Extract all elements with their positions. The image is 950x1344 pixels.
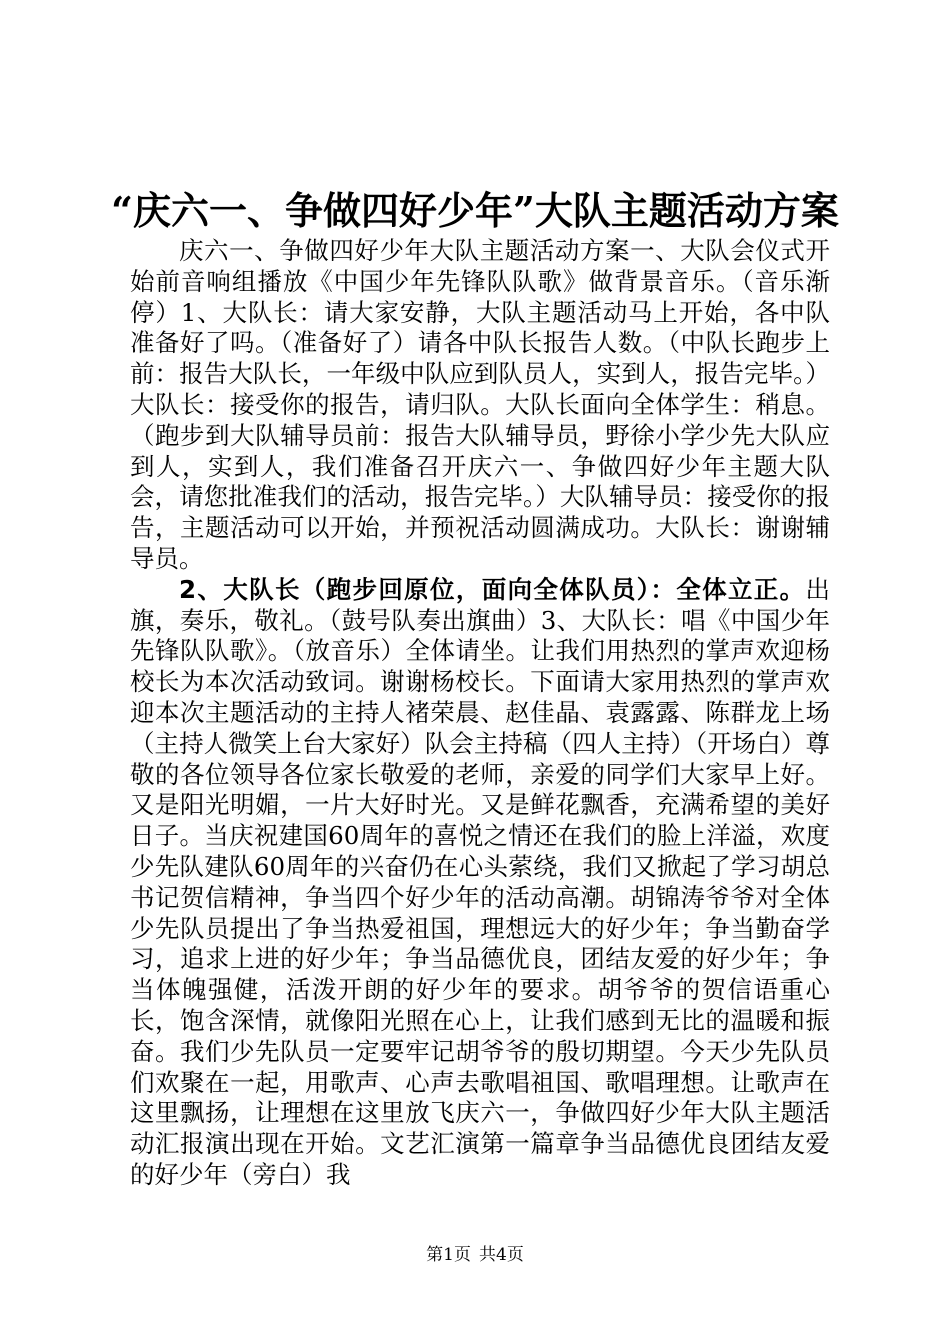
page-footer [0,1244,950,1266]
paragraph-1: 庆六一、争做四好少年大队主题活动方案一、大队会仪式开始前音响组播放《中国少年先锋队队歌》做背景音乐。（音乐渐停）1、大队长：请大家安静，大队主题活动马上开始，各中队准备好了吗。（准备好了）请各中队长报告人数。（中队长跑步上前：报告大队长，一年级中队应到队员人，实到人，报告完毕。）大队长：接受你的报告，请归队。大队长面向全体学生：稍息。（跑步到大队辅导员前：报告大队辅导员，野徐小学少先大队应到人，实到人，我们准备召开庆六一、争做四好少年主题大队会，请您批准我们的活动，报告完毕。）大队辅导员：接受你的报告，主题活动可以开始，并预祝活动圆满成功。大队长：谢谢辅导员。 [130,236,830,573]
document-body [130,236,830,1191]
document-title: “庆六一、争做四好少年”大队主题活动方案 [111,188,839,233]
page-number: 第1页 [426,1245,471,1265]
paragraph-2 [130,575,830,1191]
paragraph-2-text: 出旗，奏乐，敬礼。（鼓号队奏出旗曲）3、大队长：唱《中国少年先锋队队歌》。（放音乐）全体请坐。让我们用热烈的掌声欢迎杨校长为本次活动致词。谢谢杨校长。下面请大家用热烈的掌声欢迎本次主题活动的主持人褚荣晨、赵佳晶、袁露露、陈群龙上场（主持人微笑上台大家好）队会主持稿（四人主持）（开场白）尊敬的各位领导各位家长敬爱的老师，亲爱的同学们大家早上好。又是阳光明媚，一片大好时光。又是鲜花飘香，充满希望的美好日子。当庆祝建国60周年的喜悦之情还在我们的脸上洋溢，欢度少先队建队60周年的兴奋仍在心头萦绕，我们又掀起了学习胡总书记贺信精神，争当四个好少年的活动高潮。胡锦涛爷爷对全体少先队员提出了争当热爱祖国，理想远大的好少年；争当勤奋学习，追求上进的好少年；争当品德优良，团结友爱的好少年；争当体魄强健，活泼开朗的好少年的要求。胡爷爷的贺信语重心长，饱含深情，就像阳光照在心上，让我们感到无比的温暖和振奋。我们少先队员一定要牢记胡爷爷的殷切期望。今天少先队员们欢聚在一起，用歌声、心声去歌唱祖国、歌唱理想。让歌声在这里飘扬，让理想在这里放飞庆六一，争做四好少年大队主题活动汇报演出现在开始。文艺汇演第一篇章争当品德优良团结友爱的好少年（旁白）我 [130,574,830,1189]
paragraph-2-bold-run: 2、大队长（跑步回原位，面向全体队员）：全体立正。 [179,574,806,604]
page-total: 共4页 [479,1245,524,1265]
